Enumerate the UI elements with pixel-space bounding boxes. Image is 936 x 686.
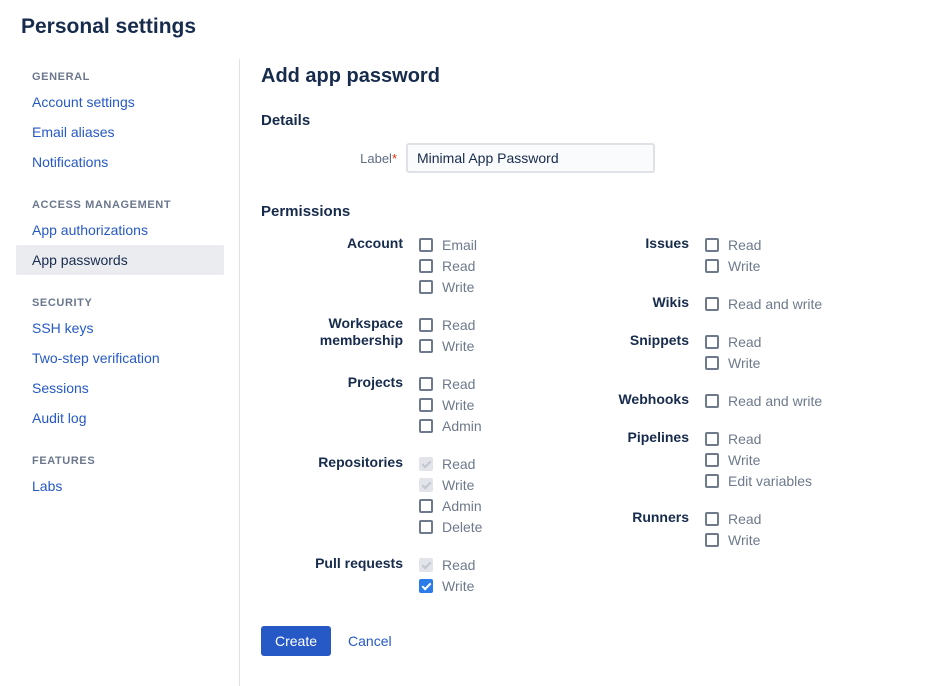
checkbox-row-workspace-write[interactable] [419, 335, 475, 356]
checkbox-label: Write [442, 396, 475, 413]
perm-group-account-options [419, 234, 477, 297]
checkbox-workspace-write[interactable] [419, 339, 433, 353]
sidebar-heading-features: FEATURES [32, 455, 96, 467]
checkbox-row-repositories-write[interactable] [419, 474, 482, 495]
details-heading: Details [261, 112, 311, 129]
checkbox-pipelines-edit-variables[interactable] [705, 474, 719, 488]
checkbox-issues-read[interactable] [705, 238, 719, 252]
checkbox-issues-write[interactable] [705, 259, 719, 273]
checkbox-row-repositories-admin[interactable] [419, 495, 482, 516]
checkbox-account-write[interactable] [419, 280, 433, 294]
checkbox-row-account-email[interactable] [419, 234, 477, 255]
checkbox-label: Read [442, 455, 476, 472]
content-layout [16, 59, 936, 686]
checkbox-label: Write [728, 531, 761, 548]
perm-group-webhooks-options [705, 390, 822, 411]
checkbox-row-issues-read[interactable] [705, 234, 761, 255]
permissions-column-right [539, 234, 839, 613]
checkbox-label: Read [442, 316, 476, 333]
checkbox-label: Write [442, 337, 475, 354]
checkbox-label: Write [728, 451, 761, 468]
sidebar-section-security [16, 291, 224, 433]
checkbox-row-snippets-write[interactable] [705, 352, 761, 373]
page-title: Personal settings [21, 15, 197, 38]
settings-sidebar [16, 59, 224, 686]
label-field-label [261, 151, 397, 166]
checkbox-label: Read [442, 375, 476, 392]
checkbox-row-projects-read[interactable] [419, 373, 482, 394]
perm-group-pipelines [539, 428, 839, 491]
checkbox-runners-read[interactable] [705, 512, 719, 526]
sidebar-heading-general: GENERAL [32, 71, 90, 83]
create-button[interactable]: Create [261, 626, 331, 656]
checkbox-label: Read [442, 556, 476, 573]
checkbox-label: Admin [442, 497, 482, 514]
checkbox-label: Write [728, 257, 761, 274]
checkbox-label: Write [442, 476, 475, 493]
checkbox-label: Read [442, 257, 476, 274]
perm-group-projects-options [419, 373, 482, 436]
checkbox-row-projects-write[interactable] [419, 394, 482, 415]
checkbox-label: Write [728, 354, 761, 371]
sidebar-heading-security: SECURITY [32, 297, 93, 309]
sidebar-section-general [16, 65, 224, 177]
checkbox-row-repositories-delete[interactable] [419, 516, 482, 537]
checkbox-row-pull-requests-write[interactable] [419, 575, 475, 596]
checkbox-pull-requests-write[interactable] [419, 579, 433, 593]
perm-group-repositories-options [419, 453, 482, 537]
perm-group-pipelines-options [705, 428, 812, 491]
checkbox-label: Read [728, 236, 762, 253]
perm-group-projects-label: Projects [347, 374, 403, 390]
checkbox-account-read[interactable] [419, 259, 433, 273]
label-input[interactable] [406, 143, 655, 173]
label-text: Label [360, 150, 392, 166]
sidebar-item-ssh-keys[interactable]: SSH keys [32, 320, 94, 336]
checkbox-label: Admin [442, 417, 482, 434]
checkbox-row-account-read[interactable] [419, 255, 477, 276]
checkbox-repositories-read[interactable] [419, 457, 433, 471]
checkbox-label: Email [442, 236, 478, 253]
perm-group-pull-requests-options [419, 554, 475, 596]
checkbox-workspace-read[interactable] [419, 318, 433, 332]
checkbox-repositories-admin[interactable] [419, 499, 433, 513]
checkbox-row-snippets-read[interactable] [705, 331, 761, 352]
checkbox-row-pull-requests-read[interactable] [419, 554, 475, 575]
checkbox-repositories-write[interactable] [419, 478, 433, 492]
sidebar-heading-access-management: ACCESS MANAGEMENT [32, 199, 172, 211]
checkbox-pipelines-read[interactable] [705, 432, 719, 446]
perm-group-pull-requests [261, 554, 539, 596]
checkbox-row-webhooks-read-write[interactable] [705, 390, 822, 411]
checkbox-row-projects-admin[interactable] [419, 415, 482, 436]
checkbox-projects-write[interactable] [419, 398, 433, 412]
checkbox-row-runners-read[interactable] [705, 508, 761, 529]
checkbox-row-account-write[interactable] [419, 276, 477, 297]
perm-group-runners [539, 508, 839, 550]
checkbox-row-workspace-read[interactable] [419, 314, 475, 335]
checkbox-repositories-delete[interactable] [419, 520, 433, 534]
perm-group-issues-label: Issues [645, 235, 689, 251]
sidebar-item-two-step-verification[interactable]: Two-step verification [32, 350, 160, 366]
sidebar-section-access-management [16, 193, 224, 275]
checkbox-runners-write[interactable] [705, 533, 719, 547]
checkbox-row-pipelines-read[interactable] [705, 428, 812, 449]
perm-group-workspace-membership-options [419, 314, 475, 356]
perm-group-webhooks [539, 390, 839, 411]
checkbox-label: Read [728, 333, 762, 350]
sidebar-item-email-aliases[interactable]: Email aliases [32, 124, 115, 140]
perm-group-snippets-label: Snippets [629, 332, 689, 348]
checkbox-label: Read and write [728, 295, 823, 312]
perm-group-account [261, 234, 539, 297]
perm-group-issues-options [705, 234, 761, 276]
checkbox-projects-admin[interactable] [419, 419, 433, 433]
sidebar-item-app-authorizations[interactable]: App authorizations [32, 222, 148, 238]
form-title: Add app password [261, 65, 440, 87]
checkbox-snippets-write[interactable] [705, 356, 719, 370]
sidebar-item-notifications[interactable]: Notifications [32, 154, 109, 170]
perm-group-pull-requests-label: Pull requests [315, 555, 403, 571]
main-panel [239, 59, 936, 686]
checkbox-label: Edit variables [728, 472, 813, 489]
label-field-row [261, 143, 936, 173]
perm-group-workspace-membership [261, 314, 539, 356]
permissions-heading: Permissions [261, 203, 351, 220]
sidebar-item-audit-log[interactable]: Audit log [32, 410, 87, 426]
perm-group-wikis-options [705, 293, 822, 314]
perm-group-runners-label: Runners [632, 509, 689, 525]
checkbox-row-issues-write[interactable] [705, 255, 761, 276]
perm-group-issues [539, 234, 839, 276]
checkbox-projects-read[interactable] [419, 377, 433, 391]
perm-group-pipelines-label: Pipelines [627, 429, 689, 445]
checkbox-pipelines-write[interactable] [705, 453, 719, 467]
checkbox-row-pipelines-edit-variables[interactable] [705, 470, 812, 491]
checkbox-row-repositories-read[interactable] [419, 453, 482, 474]
sidebar-item-app-passwords[interactable]: App passwords [16, 245, 224, 275]
sidebar-item-labs[interactable]: Labs [32, 478, 63, 494]
perm-group-workspace-membership-label: Workspace membership [319, 315, 403, 348]
perm-group-projects [261, 373, 539, 436]
perm-group-runners-options [705, 508, 761, 550]
checkbox-row-wikis-read-write[interactable] [705, 293, 822, 314]
sidebar-section-features [16, 449, 224, 501]
checkbox-label: Write [442, 278, 475, 295]
perm-group-account-label: Account [347, 235, 403, 251]
perm-group-repositories-label: Repositories [318, 454, 403, 470]
checkbox-label: Read [728, 430, 762, 447]
required-asterisk: * [391, 150, 397, 166]
checkbox-label: Read [728, 510, 762, 527]
perm-group-webhooks-label: Webhooks [618, 391, 689, 407]
checkbox-account-email[interactable] [419, 238, 433, 252]
checkbox-webhooks-read-write[interactable] [705, 394, 719, 408]
permissions-column-left [261, 234, 539, 613]
checkbox-pull-requests-read[interactable] [419, 558, 433, 572]
permissions-grid [261, 234, 936, 613]
perm-group-snippets [539, 331, 839, 373]
checkbox-label: Write [442, 577, 475, 594]
form-actions [261, 626, 936, 686]
perm-group-snippets-options [705, 331, 761, 373]
checkbox-row-pipelines-write[interactable] [705, 449, 812, 470]
perm-group-wikis [539, 293, 839, 314]
checkbox-label: Read and write [728, 392, 823, 409]
perm-group-repositories [261, 453, 539, 537]
sidebar-item-account-settings[interactable]: Account settings [32, 94, 135, 110]
perm-group-wikis-label: Wikis [652, 294, 689, 310]
checkbox-wikis-read-write[interactable] [705, 297, 719, 311]
checkbox-row-runners-write[interactable] [705, 529, 761, 550]
checkbox-snippets-read[interactable] [705, 335, 719, 349]
cancel-link[interactable]: Cancel [348, 633, 392, 649]
sidebar-item-sessions[interactable]: Sessions [32, 380, 89, 396]
checkbox-label: Delete [442, 518, 483, 535]
